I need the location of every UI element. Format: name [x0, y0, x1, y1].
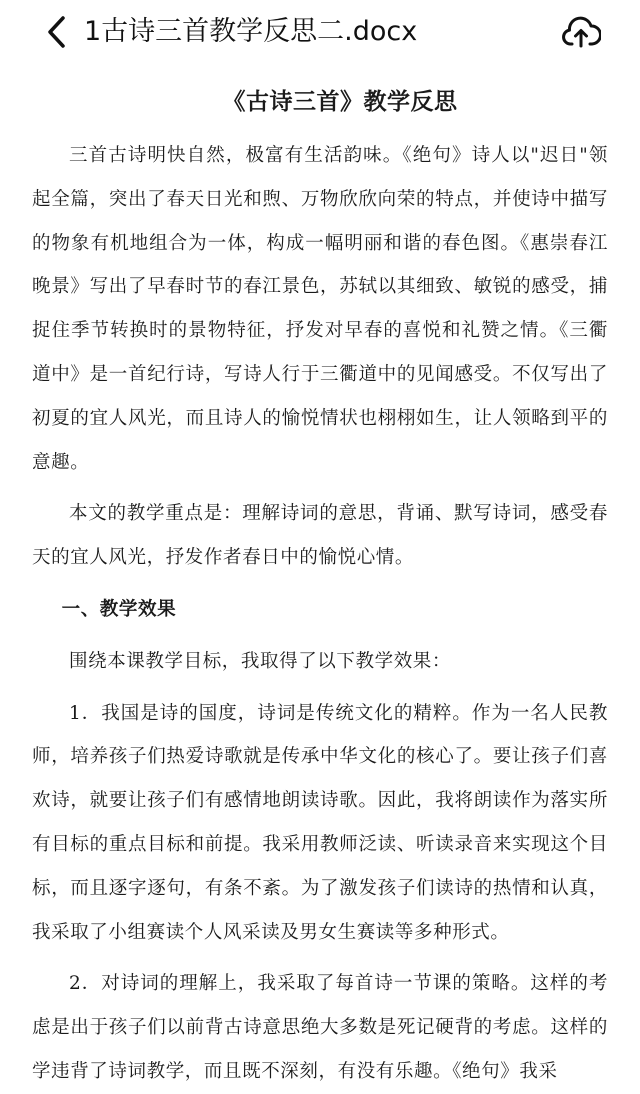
chevron-left-icon — [45, 15, 67, 49]
cloud-upload-button[interactable] — [560, 12, 602, 52]
document-title: 《古诗三首》教学反思 — [222, 89, 458, 115]
back-button[interactable] — [38, 14, 74, 50]
paragraph: 三首古诗明快自然，极富有生活韵味。《绝句》诗人以"迟日"领起全篇，突出了春天日光和煦、万物欣欣向荣的特点，并使诗中描写的物象有机地组合为一体，构成一幅明丽和谐的春色图。《惠崇春江晚景》写出了早春时节的春江景色，苏轼以其细致、敏锐的感受，捕捉住季节转换时的景物特征，抒发对早春的喜悦和礼赞之情。《三衢道中》是一首纪行诗，写诗人行于三衢道中的见闻感受。不仅写出了初夏的宜人风光，而且诗人的愉悦情状也栩栩如生，让人领略到平的意趣。 — [32, 145, 608, 473]
paragraph: 2．对诗词的理解上，我采取了每首诗一节课的策略。这样的考虑是出于孩子们以前背古诗意思绝大多数是死记硬背的考虑。这样的学违背了诗词教学，而且既不深刻，有没有乐趣。《绝句》我采 — [32, 973, 608, 1082]
paragraph: 1．我国是诗的国度，诗词是传统文化的精粹。作为一名人民教师，培养孩子们热爱诗歌就是传承中华文化的核心了。要让孩子们喜欢诗，就要让孩子们有感情地朗读诗歌。因此，我将朗读作为落实所有目标的重点目标和前提。我采用教师泛读、听读录音来实现这个目标，而且逐字逐句，有条不紊。为了激发孩子们读诗的热情和认真，我采取了小组赛读个人风采读及男女生赛读等多种形式。 — [32, 702, 608, 943]
document-body — [32, 80, 608, 1094]
top-bar — [0, 0, 640, 68]
paragraph: 本文的教学重点是：理解诗词的意思，背诵、默写诗词，感受春天的宜人风光，抒发作者春日中的愉悦心情。 — [32, 503, 608, 569]
file-name: 1古诗三首教学反思二.docx — [84, 16, 418, 47]
section-heading: 一、教学效果 — [61, 598, 177, 620]
paragraph: 围绕本课教学目标，我取得了以下教学效果： — [69, 650, 452, 672]
cloud-upload-icon — [561, 15, 601, 49]
